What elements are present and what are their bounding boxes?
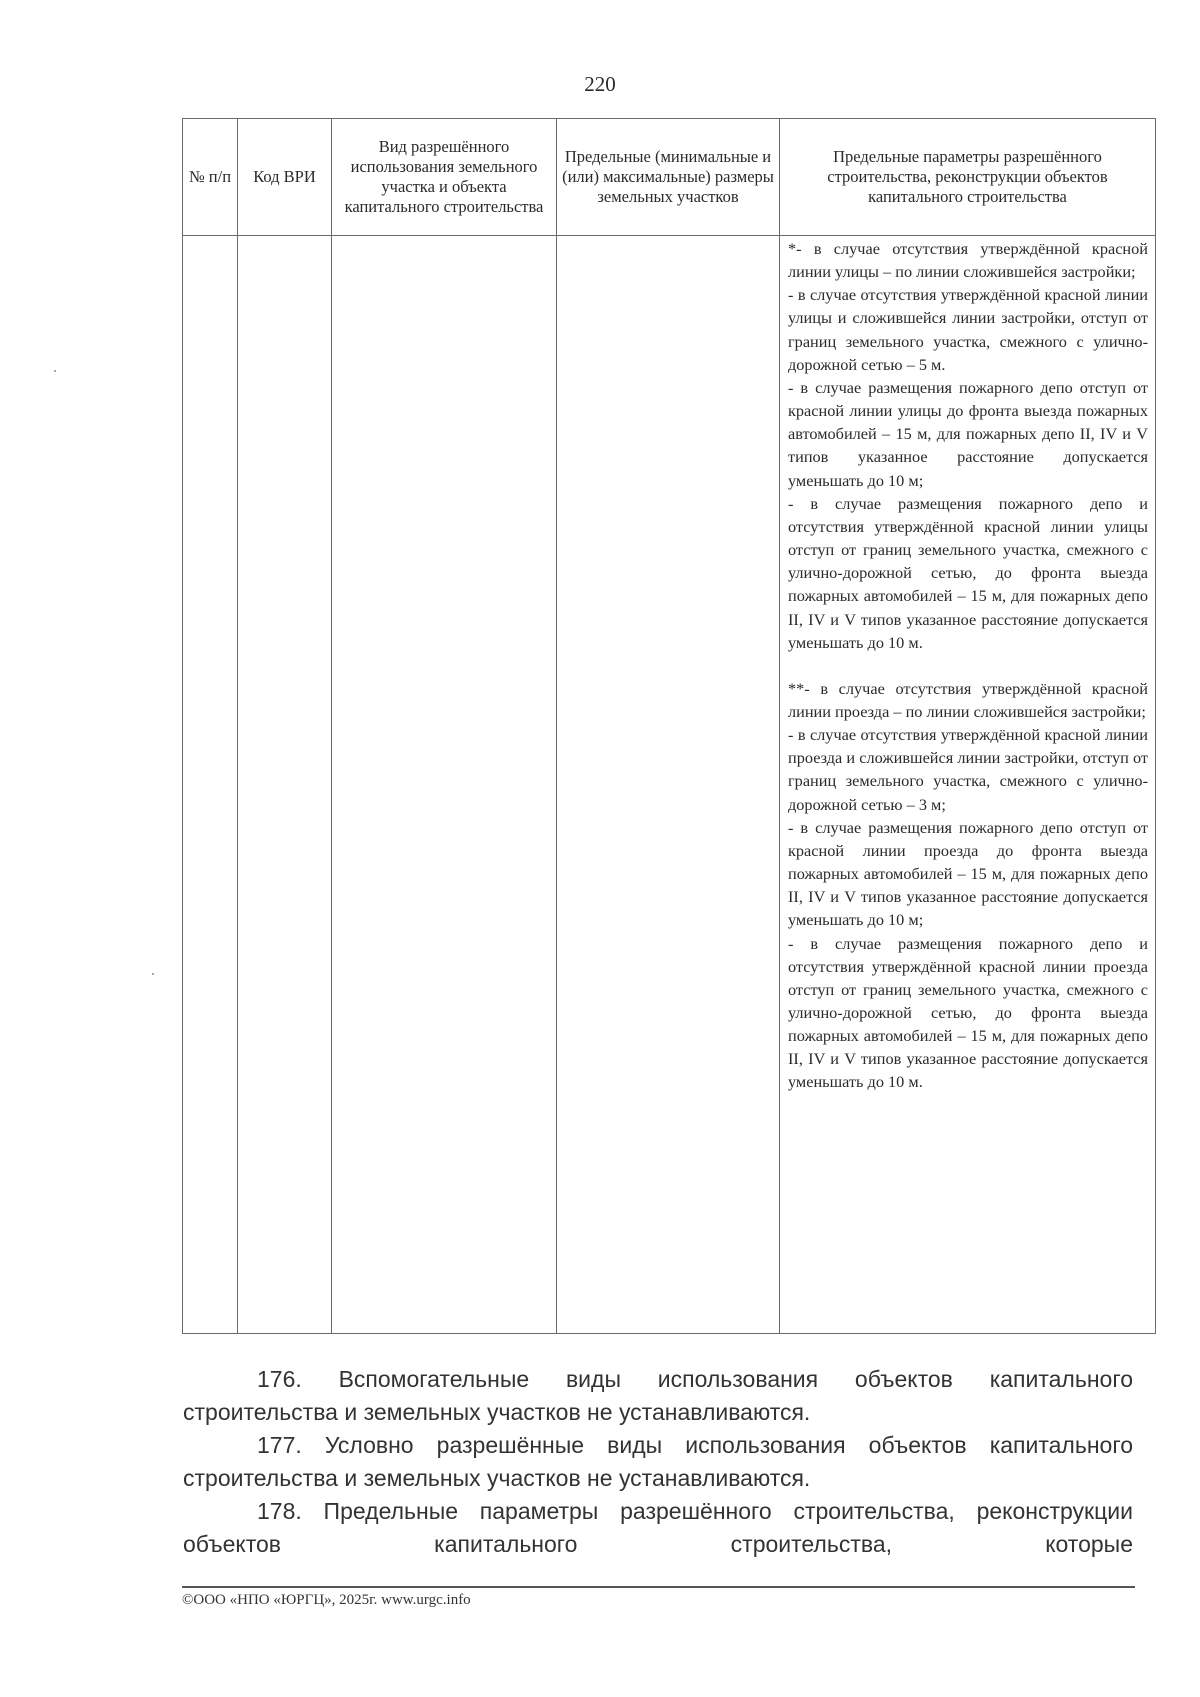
cell-use-type bbox=[332, 236, 557, 1334]
param-line: **- в случае отсутствия утверждённой красной линии проезда – по линии сложившейся застройки; bbox=[788, 678, 1148, 721]
regulations-table bbox=[182, 118, 1156, 1334]
param-line: - в случае отсутствия утверждённой красной линии улицы и сложившейся линии застройки, отступ от границ земельного участка, смежного с улично-дорожной сетью – 5 м. bbox=[788, 285, 1148, 374]
param-line: - в случае отсутствия утверждённой красной линии проезда и сложившейся линии застройки, отступ от границ земельного участка, смежного с улично-дорожной сетью – 3 м; bbox=[788, 725, 1148, 814]
cell-plot-sizes bbox=[557, 236, 780, 1334]
footer-copyright: ©ООО «НПО «ЮРГЦ», 2025г. www.urgc.info bbox=[182, 1592, 471, 1608]
cell-construction-params bbox=[780, 236, 1156, 1334]
param-spacer bbox=[788, 654, 1148, 677]
paragraph-178 bbox=[183, 1495, 1133, 1561]
footer-divider bbox=[182, 1586, 1135, 1588]
cell-code bbox=[238, 236, 332, 1334]
scan-speck bbox=[54, 370, 56, 372]
paragraph-text: 176. Вспомогательные виды использования объектов капитального строительства и земельных участков не устанавливаются. bbox=[183, 1366, 1133, 1425]
header-code: Код ВРИ bbox=[238, 119, 332, 236]
header-construction-params: Предельные параметры разрешённого строительства, реконструкции объектов капитального строительства bbox=[780, 119, 1156, 236]
cell-number bbox=[183, 236, 238, 1334]
paragraph-text: 177. Условно разрешённые виды использования объектов капитального строительства и земельных участков не устанавливаются. bbox=[183, 1432, 1133, 1491]
paragraph-text: 178. Предельные параметры разрешённого строительства, реконструкции объектов капитального строительства, которые bbox=[183, 1498, 1133, 1557]
param-line: - в случае размещения пожарного депо отступ от красной линии улицы до фронта выезда пожарных автомобилей – 15 м, для пожарных депо II, IV и V типов указанное расстояние допускается уменьшать до 10 м; bbox=[788, 377, 1148, 490]
header-use-type: Вид разрешённого использования земельного участка и объекта капитального строительства bbox=[332, 119, 557, 236]
scan-speck bbox=[152, 973, 154, 975]
param-line: - в случае размещения пожарного депо и отсутствия утверждённой красной линии проезда отступ от границ земельного участка, смежного с улично-дорожной сетью, до фронта выезда пожарных автомобилей – 15 м, для пожарных депо II, IV и V типов указанное расстояние допускается уменьшать до 10 м. bbox=[788, 933, 1148, 1092]
paragraph-176 bbox=[183, 1363, 1133, 1429]
header-number: № п/п bbox=[183, 119, 238, 236]
param-line: *- в случае отсутствия утверждённой красной линии улицы – по линии сложившейся застройки; bbox=[788, 239, 1148, 282]
paragraph-177 bbox=[183, 1429, 1133, 1495]
page-number: 220 bbox=[584, 72, 616, 96]
table-row bbox=[183, 236, 1156, 1334]
table-header-row bbox=[183, 119, 1156, 236]
param-line: - в случае размещения пожарного депо отступ от красной линии проезда до фронта выезда пожарных автомобилей – 15 м, для пожарных депо II, IV и V типов указанное расстояние допускается уменьшать до 10 м; bbox=[788, 817, 1148, 930]
param-line: - в случае размещения пожарного депо и отсутствия утверждённой красной линии улицы отступ от границ земельного участка, смежного с улично-дорожной сетью, до фронта выезда пожарных автомобилей – 15 м, для пожарных депо II, IV и V типов указанное расстояние допускается уменьшать до 10 м. bbox=[788, 493, 1148, 652]
header-plot-sizes: Предельные (минимальные и (или) максимальные) размеры земельных участков bbox=[557, 119, 780, 236]
